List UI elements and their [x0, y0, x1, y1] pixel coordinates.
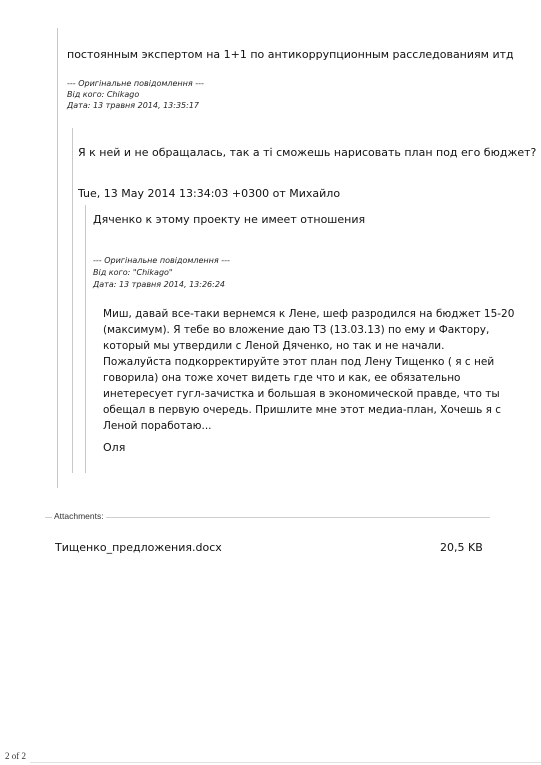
reply-header: Tue, 13 May 2014 13:34:03 +0300 от Михайло: [78, 187, 341, 200]
message-body-line: Я к ней и не обращалась, так а ті сможешь нарисовать план под его бюджет?: [78, 146, 537, 159]
attachment-file-name[interactable]: Тищенко_предложения.docx: [55, 541, 222, 554]
quoted-body-line: Миш, давай все-таки вернемся к Лене, шеф разродился на бюджет 15-20: [103, 308, 515, 320]
attachments-divider: [45, 517, 490, 518]
signature: Оля: [103, 441, 126, 454]
page-number: 2 of 2: [5, 751, 26, 761]
quote-bar-inner: [85, 205, 86, 473]
quoted-body-line: Пожалуйста подкорректируйте этот план под Лену Тищенко ( я с ней: [103, 356, 495, 368]
quoted-body-line: говорила) она тоже хочет видеть где что и как, ее обязательно: [103, 372, 461, 384]
quote-bar-outer: [57, 28, 58, 488]
original-message-separator: --- Оригінальне повідомлення ---: [93, 256, 230, 265]
attachments-label: Attachments:: [54, 511, 104, 521]
original-message-separator: --- Оригінальне повідомлення ---: [67, 79, 204, 88]
from-field: Від кого: "Chikago": [93, 268, 173, 277]
quoted-body-line: обещал в первую очередь. Пришлите мне этот медиа-план, Хочешь я с: [103, 404, 502, 416]
from-field: Від кого: Chikago: [67, 90, 140, 99]
quote-bar-middle: [72, 128, 73, 473]
date-field: Дата: 13 травня 2014, 13:35:17: [67, 101, 199, 110]
quoted-text-line: Дяченко к этому проекту не имеет отношения: [93, 213, 366, 226]
attachment-file-size: 20,5 KB: [440, 541, 483, 554]
date-field: Дата: 13 травня 2014, 13:26:24: [93, 280, 225, 289]
quoted-body-line: который мы утвердили с Леной Дяченко, но так и не начали.: [103, 340, 445, 352]
quoted-body-line: инетересует гугл-зачистка и большая в экономической правде, что ты: [103, 388, 500, 400]
quoted-body-line: Леной поработаю...: [103, 420, 212, 432]
quoted-body-line: (максимум). Я тебе во вложение даю ТЗ (13.03.13) по ему и Фактору,: [103, 324, 490, 336]
quoted-text-line: постоянным экспертом на 1+1 по антикоррупционным расследованиям итд: [67, 48, 514, 61]
footer-divider: [30, 762, 541, 763]
quoted-message-body: [103, 306, 514, 434]
